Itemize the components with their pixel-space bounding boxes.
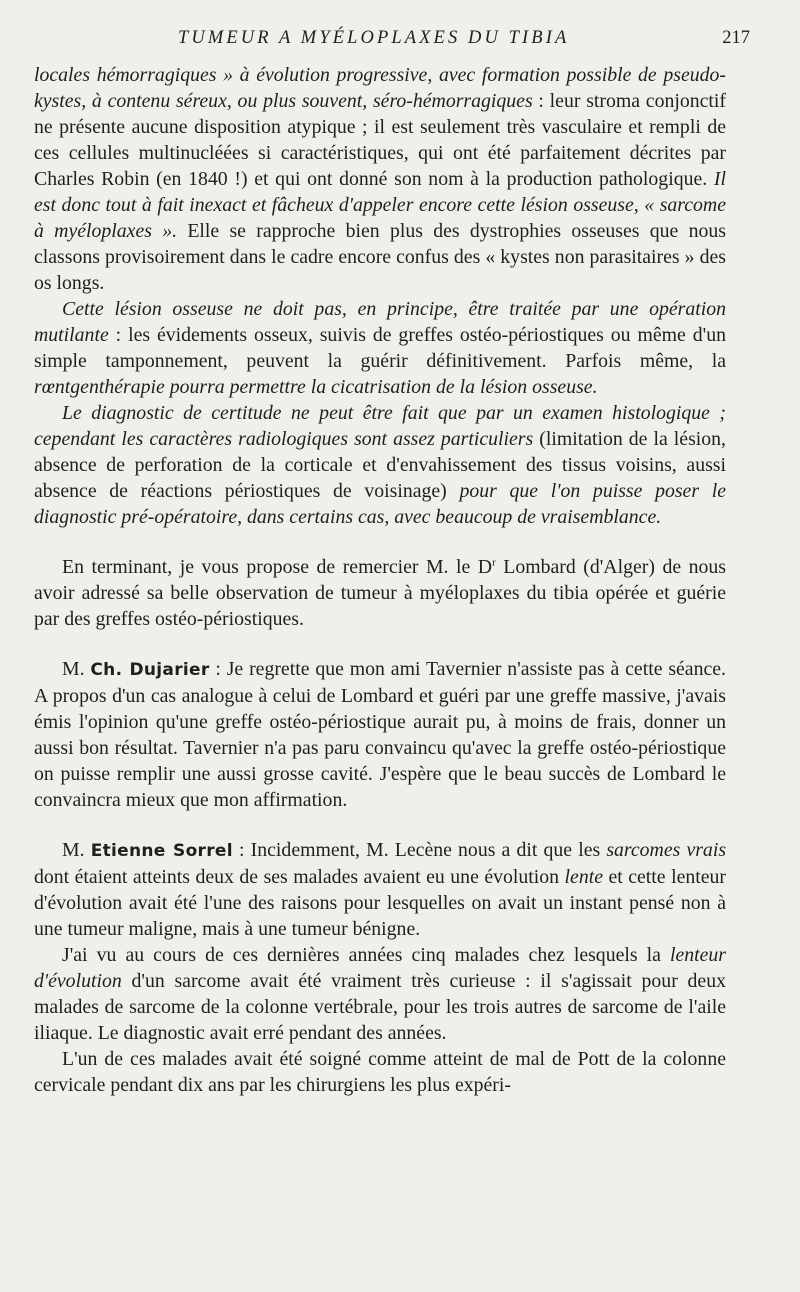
- paragraph-7: [34, 942, 726, 1046]
- p7-text-a: J'ai vu au cours de ces dernières années cinq malades chez lesquels la: [62, 944, 670, 966]
- paragraph-6: [34, 837, 726, 942]
- p3-text-b: (limitation de la lésion, absence de perforation de la corticale et d'envahissement des tissus voisins, aussi absence de réactions périostiques de voisinage): [34, 428, 727, 502]
- p5-prefix: M.: [62, 658, 91, 680]
- page-number: 217: [722, 28, 750, 48]
- running-title: TUMEUR A MYÉLOPLAXES DU TIBIA: [178, 28, 570, 48]
- paragraph-3: [34, 400, 726, 530]
- p6-italic-b: sarcomes vrais: [606, 839, 727, 861]
- p3-italic-a: Le diagnostic de certitude ne peut être fait que par un examen histologique ; cependant les caractères radiologiques sont assez particuliers: [34, 402, 726, 450]
- p6-text-a: : Incidemment, M. Lecène nous a dit que les: [232, 839, 607, 861]
- p2-italic-c: rœntgenthérapie pourra permettre la cicatrisation de la lésion osseuse.: [34, 376, 598, 398]
- p5-text: : Je regrette que mon ami Tavernier n'assiste pas à cette séance. A propos d'un cas analogue à celui de Lombard et guéri par une greffe massive, j'avais émis l'opinion qu'une greffe ostéo-périostique aurait pu, à moins de frais, donner un aussi bon résultat. Tavernier n'a pas paru convaincu qu'avec la greffe ostéo-périostique on puisse remplir une aussi grosse cavité. J'espère que le beau succès de Lombard le convaincra mieux que mon affirmation.: [34, 658, 726, 811]
- speaker-sorrel: Etienne Sorrel: [90, 841, 233, 861]
- p6-text-e: et cette lenteur d'évolution avait été l'une des raisons pour lesquelles on avait un instant pensé non à une tumeur maligne, mais à une tumeur bénigne.: [34, 866, 726, 940]
- p1-italic-c: Il est donc tout à fait inexact et fâcheux d'appeler encore cette lésion osseuse, « sarcome à myéloplaxes ».: [34, 168, 726, 242]
- p6-prefix: M.: [62, 839, 91, 861]
- p7-italic-b: lenteur d'évolution: [34, 944, 726, 992]
- p1-text-b: : leur stroma conjonctif ne présente aucune disposition atypique ; il est seulement très vasculaire et rempli de ces cellules multinucléées si caractéristiques, qui ont été parfaitement décrites par Charles Robin (en 1840 !) et qui ont donné son nom à la production pathologique.: [34, 90, 726, 190]
- paragraph-1: [34, 62, 726, 296]
- paragraph-4: [34, 554, 726, 632]
- p7-text-c: d'un sarcome avait été vraiment très curieuse : il s'agissait pour deux malades de sarcome de la colonne vertébrale, pour les trois autres de sarcome de l'aile iliaque. Le diagnostic avait erré pendant des années.: [34, 970, 726, 1044]
- p4-sup: r: [492, 556, 496, 569]
- speaker-dujarier: Ch. Dujarier: [90, 660, 210, 680]
- p4-text-b: Lombard (d'Alger) de nous avoir adressé sa belle observation de tumeur à myéloplaxes du tibia opérée et guérie par des greffes ostéo-périostiques.: [34, 556, 726, 630]
- p6-text-c: dont étaient atteints deux de ses malades avaient eu une évolution: [34, 866, 565, 888]
- body-text: [34, 62, 726, 1098]
- p6-italic-d: lente: [564, 866, 603, 888]
- p3-italic-c: pour que l'on puisse poser le diagnostic pré-opératoire, dans certains cas, avec beaucoup de vraisemblance.: [34, 480, 726, 528]
- page-header: [0, 24, 800, 54]
- paragraph-8: [34, 1046, 726, 1098]
- p8-text-a: L'un de ces malades avait été soigné comme atteint de mal de Pott de la colonne cervicale pendant dix ans par les chirurgiens les plus expéri-: [34, 1048, 726, 1096]
- p4-text-a: En terminant, je vous propose de remercier M. le D: [62, 556, 493, 578]
- p1-text-d: Elle se rapproche bien plus des dystrophies osseuses que nous classons provisoirement dans le cadre encore confus des « kystes non parasitaires » des os longs.: [34, 220, 726, 294]
- p2-text-b: : les évidements osseux, suivis de greffes ostéo-périostiques ou même d'un simple tamponnement, peuvent la guérir définitivement. Parfois même, la: [34, 324, 726, 372]
- paragraph-5: [34, 656, 726, 813]
- p2-italic-a: Cette lésion osseuse ne doit pas, en principe, être traitée par une opération mutilante: [34, 298, 726, 346]
- paragraph-2: [34, 296, 726, 400]
- p1-italic-a: locales hémorragiques » à évolution progressive, avec formation possible de pseudo-kystes, à contenu séreux, ou plus souvent, séro-hémorragiques: [34, 64, 726, 112]
